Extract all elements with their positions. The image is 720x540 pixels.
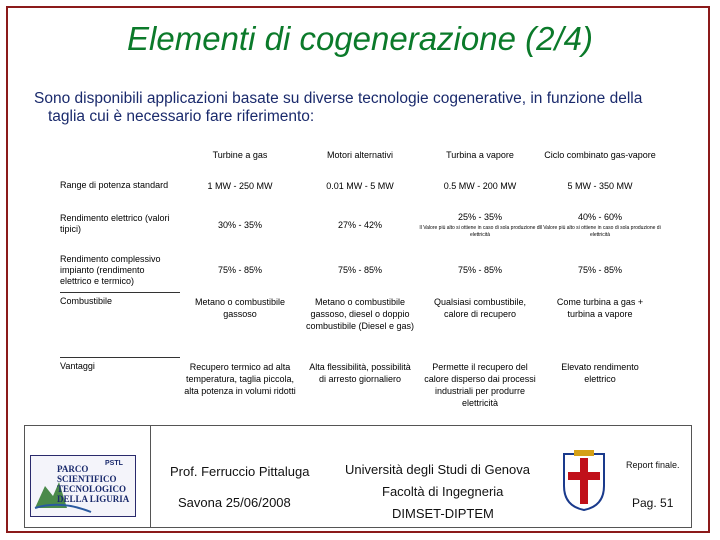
row-divider bbox=[60, 292, 180, 293]
logo-line: PARCO bbox=[57, 464, 89, 474]
department-name: DIMSET-DIPTEM bbox=[392, 506, 494, 521]
table-cell: 27% - 42% bbox=[337, 220, 383, 230]
cell-note: Il Valore più alto si ottiene in caso di sola produzione di elettricità bbox=[419, 225, 541, 238]
table-cell: Come turbina a gas + turbina a vapore bbox=[556, 297, 644, 319]
table-cell: Elevato rendimento elettrico bbox=[561, 362, 639, 384]
row-divider bbox=[60, 357, 180, 358]
column-header: Ciclo combinato gas-vapore bbox=[544, 150, 656, 160]
table-cell: 30% - 35% bbox=[217, 220, 263, 230]
report-label: Report finale. bbox=[626, 460, 680, 470]
column-header: Motori alternativi bbox=[326, 150, 394, 160]
table-cell: Alta flessibilità, possibilità di arresto giornaliero bbox=[309, 362, 411, 384]
logo-text bbox=[57, 464, 129, 504]
table-cell: Metano o combustibile gassoso bbox=[194, 297, 286, 319]
cell-value: 40% - 60% bbox=[577, 212, 623, 222]
faculty-name: Facoltà di Ingegneria bbox=[382, 484, 504, 499]
table-cell: 75% - 85% bbox=[577, 265, 623, 275]
table-cell: Qualsiasi combustibile, calore di recupero bbox=[433, 297, 527, 319]
intro-line-2: taglia cui è necessario fare riferimento: bbox=[48, 108, 315, 125]
row-label: Rendimento complessivo impianto (rendimento elettrico e termico) bbox=[60, 254, 161, 286]
table-cell: 75% - 85% bbox=[217, 265, 263, 275]
table-cell bbox=[415, 211, 545, 239]
table-cell: Recupero termico ad alta temperatura, taglia piccola, alta potenza in volumi ridotti bbox=[184, 362, 296, 396]
row-label: Rendimento elettrico (valori tipici) bbox=[60, 213, 170, 234]
column-header: Turbina a vapore bbox=[446, 150, 514, 160]
intro-text bbox=[34, 90, 684, 126]
place-date: Savona 25/06/2008 bbox=[178, 495, 291, 510]
parco-scientifico-logo bbox=[30, 455, 136, 517]
row-label: Range di potenza standard bbox=[60, 180, 169, 190]
logo-line: DELLA LIGURIA bbox=[57, 494, 130, 504]
table-cell: 5 MW - 350 MW bbox=[567, 181, 633, 191]
table-cell: 1 MW - 250 MW bbox=[207, 181, 273, 191]
cell-note: Il Valore più alto si ottiene in caso di sola produzione di elettricità bbox=[539, 225, 661, 238]
logo-badge: PSTL bbox=[105, 460, 123, 467]
footer-divider bbox=[150, 425, 151, 528]
page-number: Pag. 51 bbox=[632, 496, 674, 510]
row-label: Vantaggi bbox=[60, 361, 95, 371]
logo-line: TECNOLOGICO bbox=[57, 484, 127, 494]
cell-value: 25% - 35% bbox=[457, 212, 503, 222]
intro-line-1: Sono disponibili applicazioni basate su diverse tecnologie cogenerative, in funzione della bbox=[34, 90, 643, 107]
page-title: Elementi di cogenerazione (2/4) bbox=[127, 20, 593, 57]
table-cell: 75% - 85% bbox=[457, 265, 503, 275]
table-cell: 75% - 85% bbox=[337, 265, 383, 275]
column-header: Turbine a gas bbox=[212, 150, 268, 160]
university-crest-icon bbox=[560, 450, 608, 512]
table-cell: Metano o combustibile gassoso, diesel o doppio combustibile (Diesel e gas) bbox=[305, 297, 415, 331]
row-label: Combustibile bbox=[60, 296, 113, 306]
logo-line: SCIENTIFICO bbox=[57, 474, 117, 484]
university-name: Università degli Studi di Genova bbox=[345, 462, 530, 477]
table-cell bbox=[535, 211, 665, 239]
table-cell: Permette il recupero del calore disperso dai processi industriali per produrre elettricità bbox=[424, 362, 536, 408]
professor-name: Prof. Ferruccio Pittaluga bbox=[170, 464, 310, 479]
table-cell: 0.01 MW - 5 MW bbox=[326, 181, 394, 191]
table-cell: 0.5 MW - 200 MW bbox=[443, 181, 517, 191]
